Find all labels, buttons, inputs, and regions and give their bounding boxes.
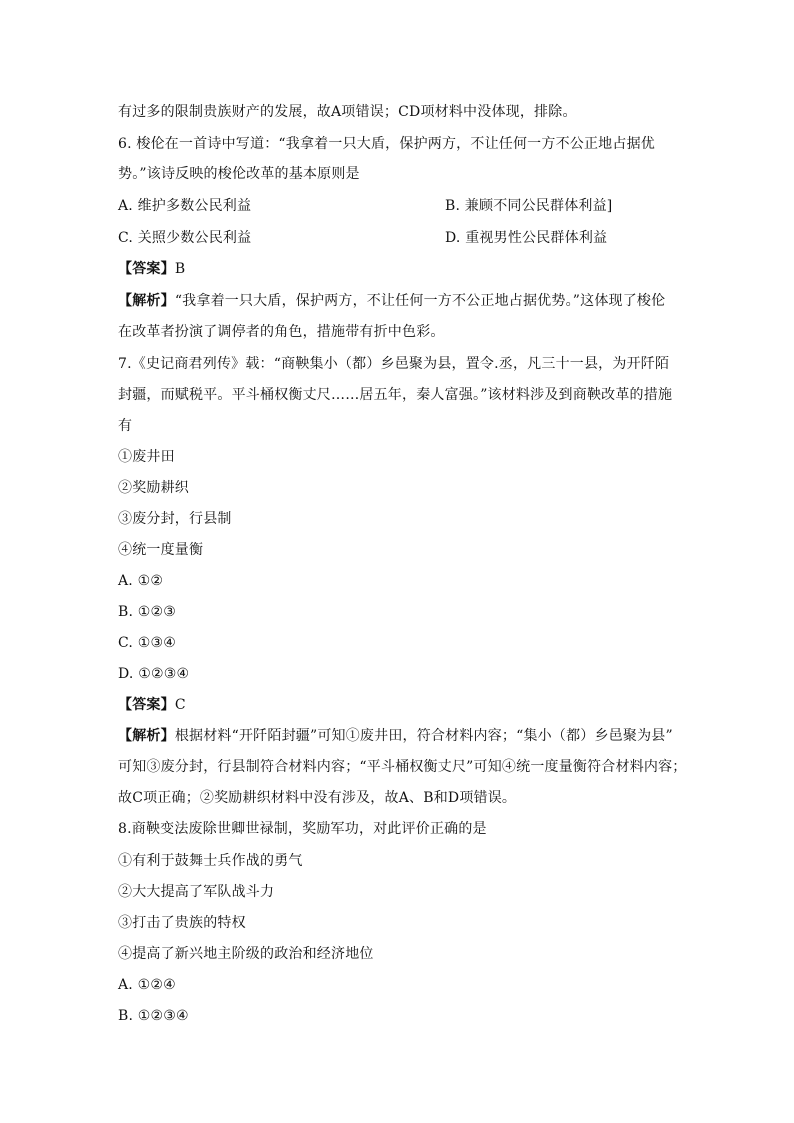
q6-option-d: D. 重视男性公民群体利益 [445, 230, 608, 246]
q6-stem-line-1: 6. 梭伦在一首诗中写道：“我拿着一只大盾，保护两方，不让任何一方不公正地占据优 [118, 136, 655, 152]
q7-analysis-line-3: 故C项正确；②奖励耕织材料中没有涉及，故A、B和D项错误。 [118, 790, 517, 806]
q7-item-1: ①废井田 [118, 449, 175, 465]
analysis-text: “我拿着一只大盾，保护两方，不让任何一方不公正地占据优势。”这体现了梭伦 [174, 293, 666, 309]
analysis-label: 【解析】 [118, 293, 175, 309]
q6-stem-line-2: 势。”该诗反映的梭伦改革的基本原则是 [118, 166, 360, 182]
q8-stem-line-1: 8.商鞅变法废除世卿世禄制，奖励军功，对此评价正确的是 [118, 821, 487, 837]
q5-analysis-tail: 有过多的限制贵族财产的发展，故A项错误；CD项材料中没体现，排除。 [118, 104, 577, 120]
answer-value: B [174, 261, 186, 277]
q7-analysis-line-1 [118, 728, 673, 744]
q8-option-b: B. ①②③④ [118, 1008, 189, 1024]
q7-option-b: B. ①②③ [118, 604, 177, 620]
q6-option-a: A. 维护多数公民利益 [118, 198, 252, 214]
answer-label: 【答案】 [118, 697, 175, 713]
q6-option-b: B. 兼顾不同公民群体利益] [445, 198, 613, 214]
q7-analysis-line-2: 可知③废分封，行县制符合材料内容；“平斗桶权衡丈尺”可知④统一度量衡符合材料内容； [118, 759, 687, 775]
q7-option-d: D. ①②③④ [118, 666, 190, 682]
q8-item-3: ③打击了贵族的特权 [118, 915, 246, 931]
q7-item-3: ③废分封，行县制 [118, 511, 232, 527]
q7-stem-line-1: 7.《史记商君列传》载：“商鞅集小（都）乡邑聚为县，置令.丞，凡三十一县，为开阡陌 [118, 356, 670, 372]
q6-option-c: C. 关照少数公民利益 [118, 230, 252, 246]
q6-analysis-line-1 [118, 293, 665, 309]
q8-item-1: ①有利于鼓舞士兵作战的勇气 [118, 853, 303, 869]
q7-stem-line-3: 有 [118, 418, 133, 434]
q7-option-c: C. ①③④ [118, 635, 176, 651]
answer-value: C [174, 697, 186, 713]
q6-analysis-line-2: 在改革者扮演了调停者的角色，措施带有折中色彩。 [118, 324, 445, 340]
analysis-label: 【解析】 [118, 728, 175, 744]
q8-item-2: ②大大提高了军队战斗力 [118, 884, 275, 900]
q8-option-a: A. ①②④ [118, 977, 176, 993]
answer-label: 【答案】 [118, 261, 175, 277]
analysis-text: 根据材料“开阡陌封疆”可知①废井田，符合材料内容；“集小（都）乡邑聚为县” [174, 728, 673, 744]
q7-answer [118, 697, 186, 713]
q7-option-a: A. ①② [118, 573, 164, 589]
q7-item-2: ②奖励耕织 [118, 480, 189, 496]
q7-item-4: ④统一度量衡 [118, 542, 204, 558]
q8-item-4: ④提高了新兴地主阶级的政治和经济地位 [118, 946, 374, 962]
q6-answer [118, 261, 185, 277]
q7-stem-line-2: 封疆，而赋税平。平斗桶权衡丈尺……居五年，秦人富强。”该材料涉及到商鞅改革的措施 [118, 387, 673, 403]
